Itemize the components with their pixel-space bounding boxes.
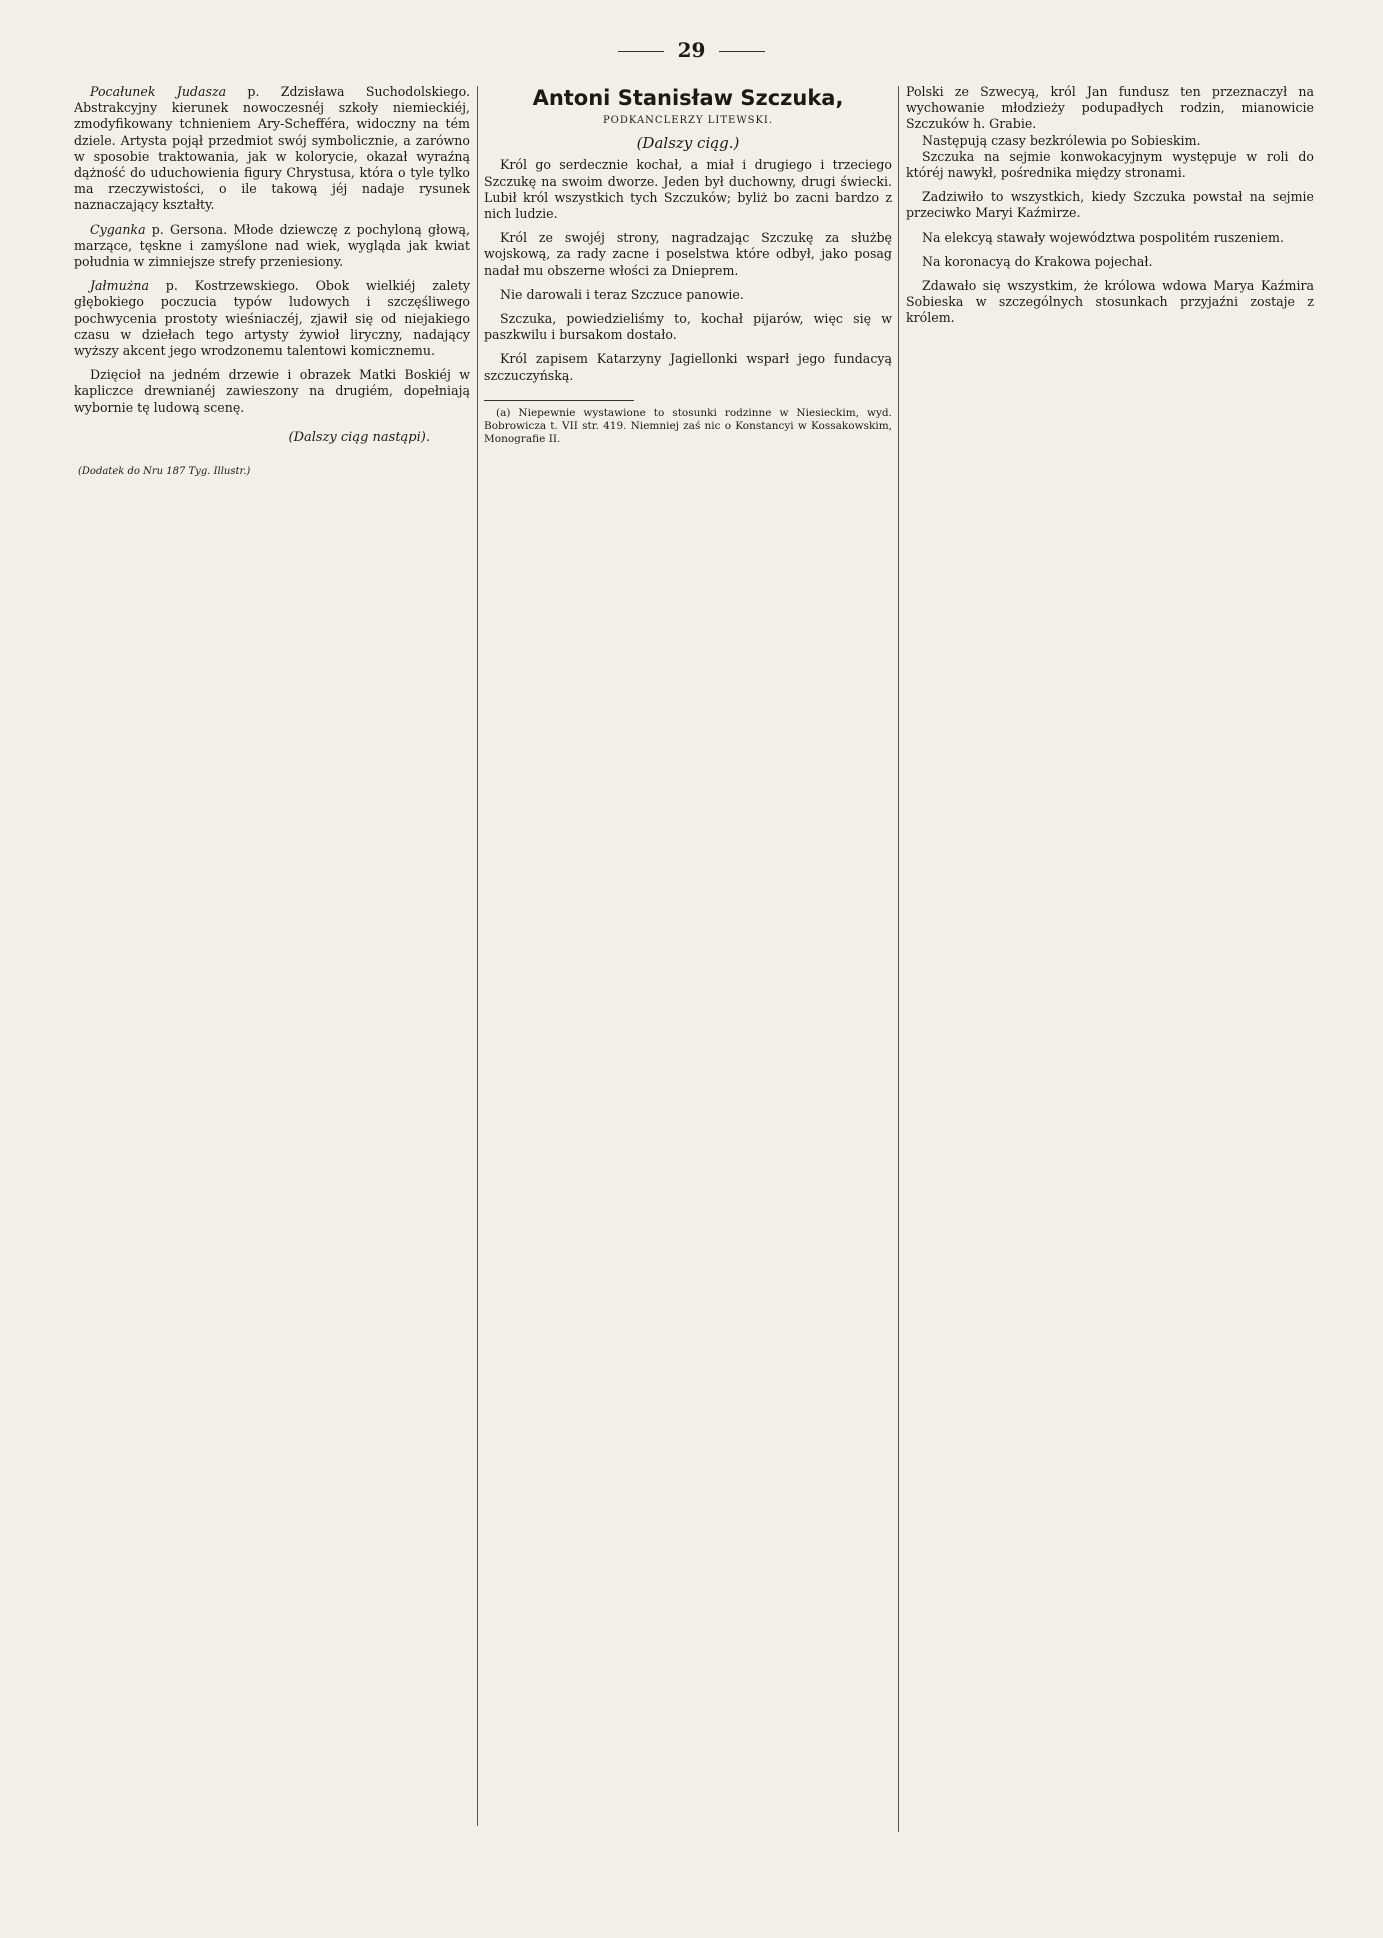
paragraph-body: p. Zdzisława Suchodolskiego. Abstrakcyjny kierunek nowoczesnéj szkoły niemieckiéj, zmodyfikowany tchnieniem Ary-Schefféra, widoczny na tém dziele. Artysta pojął przedmiot swój symbolicznie, a zarówno w sposobie traktowania, jak w kolorycie, okazał wyraźną dążność do uduchowienia figury Chrystusa, która o tyle tylko ma rzeczywistości, o ile takową jéj nadaje rysunek naznaczający kształty. — [74, 84, 470, 213]
footnote-divider — [484, 400, 634, 401]
page-number — [0, 38, 1383, 62]
paragraph-body: Dzięcioł na jedném drzewie i obrazek Matki Boskiéj w kapliczce drewnianéj zawieszony na drugiém, dopełniają wybornie tę ludową scenę. — [74, 367, 470, 415]
article-paragraph: Zdawało się wszystkim, że królowa wdowa Marya Kaźmira Sobieska w szczególnych stosunkach przyjaźni zostaje z królem. — [906, 278, 1314, 326]
page-number-left-dash — [618, 51, 664, 52]
supplement-imprint: (Dodatek do Nru 187 Tyg. Illustr.) — [78, 466, 251, 478]
paragraph-lead-title: Jałmużna — [90, 278, 149, 294]
article-subtitle: PODKANCLERZY LITEWSKI. — [602, 115, 774, 126]
article-paragraph: Nie darowali i teraz Szczuce panowie. — [500, 286, 744, 302]
article-paragraph: Następują czasy bezkrólewia po Sobieskim. — [922, 132, 1201, 148]
article-title: Antoni Stanisław Szczuka, — [532, 86, 844, 110]
page-number-right-dash — [719, 51, 765, 52]
column-middle — [484, 84, 892, 446]
footnote: (a) Niepewnie wystawione to stosunki rodzinne w Niesieckim, wyd. Bobrowicza t. VII str. 419. Niemniej zaś nic o Konstancyi w Kossakowskim, Monografie II. — [484, 406, 892, 445]
column-left — [74, 84, 470, 480]
article-paragraph: Król zapisem Katarzyny Jagiellonki wsparł jego fundacyą szczuczyńską. — [484, 351, 892, 383]
article-paragraph: Zadziwiło to wszystkich, kiedy Szczuka powstał na sejmie przeciwko Maryi Kaźmirze. — [906, 189, 1314, 221]
page-number-text: 29 — [677, 38, 706, 62]
article-paragraph: Na elekcyą stawały województwa pospolitém ruszeniem. — [922, 229, 1284, 245]
art-review-paragraph — [74, 84, 470, 214]
art-review-paragraph — [74, 278, 470, 359]
paragraph-body: p. Gersona. Młode dziewczę z pochyloną głową, marzące, tęskne i zamyślone nad wiek, wygląda jak kwiat południa w zimniejsze strefy przeniesiony. — [74, 221, 470, 270]
paragraph-body: p. Kostrzewskiego. Obok wielkiéj zalety głębokiego poczucia typów ludowych i szczęśliwego pochwycenia prostoty wieśniaczéj, zjawił się od niejakiego czasu w dziełach tego artysty żywioł liryczny, nadający wyższy akcent jego wrodzonemu talentowi komicznemu. — [74, 278, 470, 359]
article-paragraph: Polski ze Szwecyą, król Jan fundusz ten przeznaczył na wychowanie młodzieży podupadłych rodzin, mianowicie Szczuków h. Grabie. — [906, 84, 1314, 132]
art-review-paragraph — [74, 222, 470, 271]
article-paragraph: Szczuka na sejmie konwokacyjnym występuje w roli do któréj nawykł, pośrednika między stronami. — [906, 148, 1314, 181]
column-divider-right — [898, 86, 899, 1832]
article-paragraph: Król ze swojéj strony, nagradzając Szczukę za służbę wojskową, za rady zacne i poselstwa które odbył, jako posag nadał mu obszerne włości za Dnieprem. — [484, 230, 892, 278]
paragraph-lead-title: Cyganka — [90, 221, 146, 237]
column-divider-left — [477, 86, 478, 1826]
art-review-paragraph — [74, 367, 470, 416]
continuation-label: (Dalszy ciąg.) — [636, 134, 740, 153]
article-paragraph: Król go serdecznie kochał, a miał i drugiego i trzeciego Szczukę na swoim dworze. Jeden był duchowny, drugi świecki. Lubił król wszystkich tych Szczuków; byliż bo zacni bardzo z nich ludzie. — [484, 157, 892, 222]
paragraph-lead-title: Pocałunek Judasza — [90, 84, 227, 99]
continued-next-notice: (Dalszy ciąg nastąpi). — [288, 429, 430, 445]
article-paragraph: Na koronacyą do Krakowa pojechał. — [922, 253, 1153, 269]
column-right — [906, 84, 1314, 327]
article-paragraph: Szczuka, powiedzieliśmy to, kochał pijarów, więc się w paszkwilu i bursakom dostało. — [484, 311, 892, 343]
